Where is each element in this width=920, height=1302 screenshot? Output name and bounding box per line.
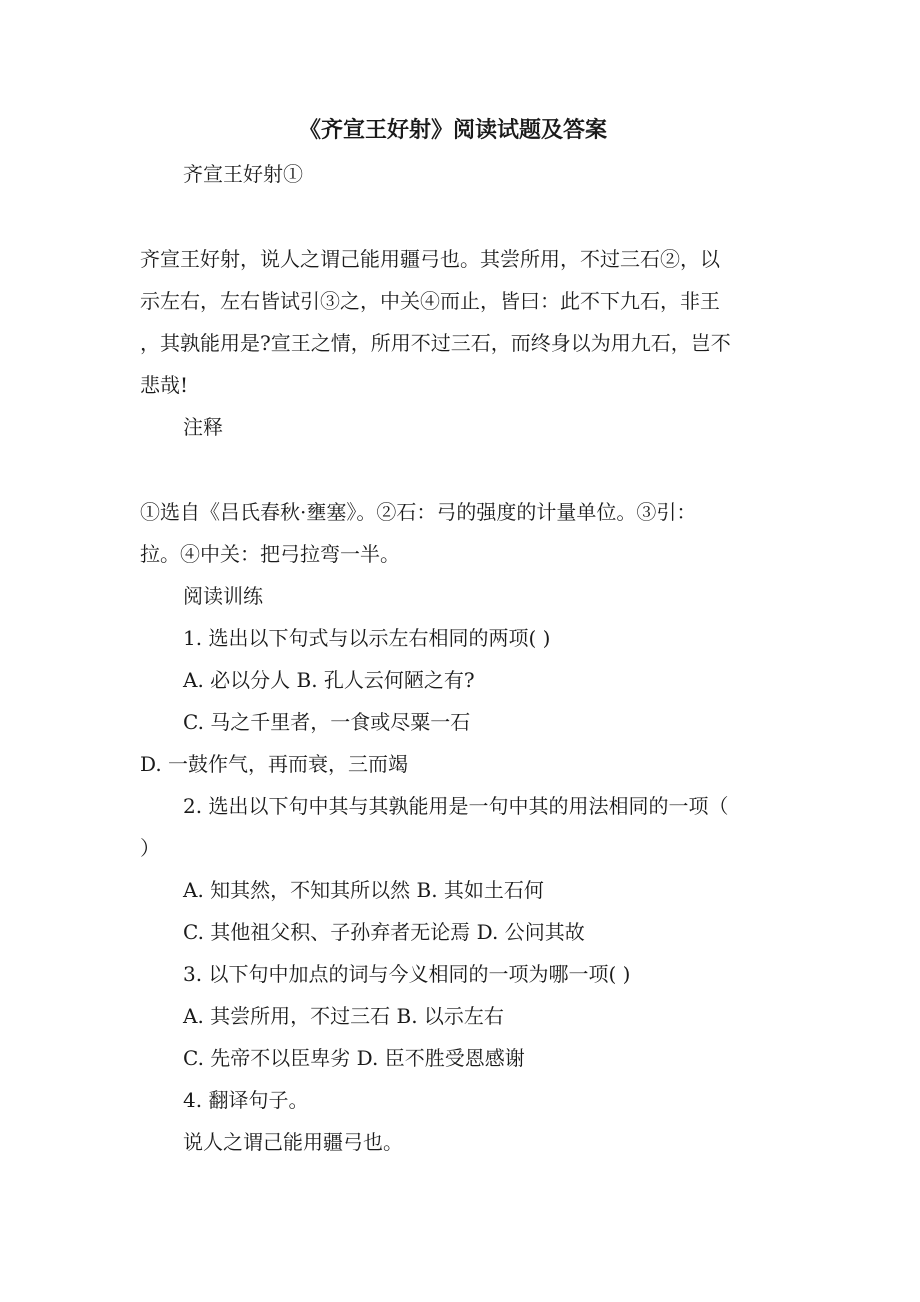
question-1: 1. 选出以下句式与以示左右相同的两项( ) [183, 626, 551, 650]
question-4: 4. 翻译句子。 [183, 1088, 309, 1112]
question-1-option-c: C. 马之千里者，一食或尽粟一石 [183, 710, 471, 734]
passage-line: 齐宣王好射，说人之谓己能用疆弓也。其尝所用，不过三石②，以 [140, 247, 720, 271]
question-4-sentence: 说人之谓己能用疆弓也。 [183, 1130, 403, 1154]
passage-line: 示左右，左右皆试引③之，中关④而止，皆曰：此不下九石，非王 [140, 289, 720, 313]
question-2-options-cd: C. 其他祖父积、子孙弃者无论焉 D. 公问其故 [183, 920, 585, 944]
notes-heading: 注释 [183, 415, 223, 439]
training-heading: 阅读训练 [183, 584, 263, 608]
passage-line: 悲哉! [140, 373, 189, 397]
passage-title: 齐宣王好射① [183, 162, 303, 186]
question-2: 2. 选出以下句中其与其孰能用是一句中其的用法相同的一项（ [183, 794, 729, 818]
question-1-option-d: D. 一鼓作气，再而衰，三而竭 [140, 752, 409, 776]
question-2-continuation: ） [140, 836, 160, 860]
document-title: 《齐宣王好射》阅读试题及答案 [299, 117, 608, 143]
question-3-options-ab: A. 其尝所用，不过三石 B. 以示左右 [183, 1004, 504, 1028]
notes-line: ①选自《吕氏春秋·壅塞》。②石：弓的强度的计量单位。③引： [140, 500, 697, 524]
notes-line: 拉。④中关：把弓拉弯一半。 [140, 542, 400, 566]
question-1-options-ab: A. 必以分人 B. 孔人云何陋之有? [183, 668, 475, 692]
question-3-options-cd: C. 先帝不以臣卑劣 D. 臣不胜受恩感谢 [183, 1046, 525, 1070]
question-2-options-ab: A. 知其然，不知其所以然 B. 其如土石何 [183, 878, 544, 902]
passage-line: ，其孰能用是?宣王之情，所用不过三石，而终身以为用九石，岂不 [140, 331, 731, 355]
question-3: 3. 以下句中加点的词与今义相同的一项为哪一项( ) [183, 962, 631, 986]
